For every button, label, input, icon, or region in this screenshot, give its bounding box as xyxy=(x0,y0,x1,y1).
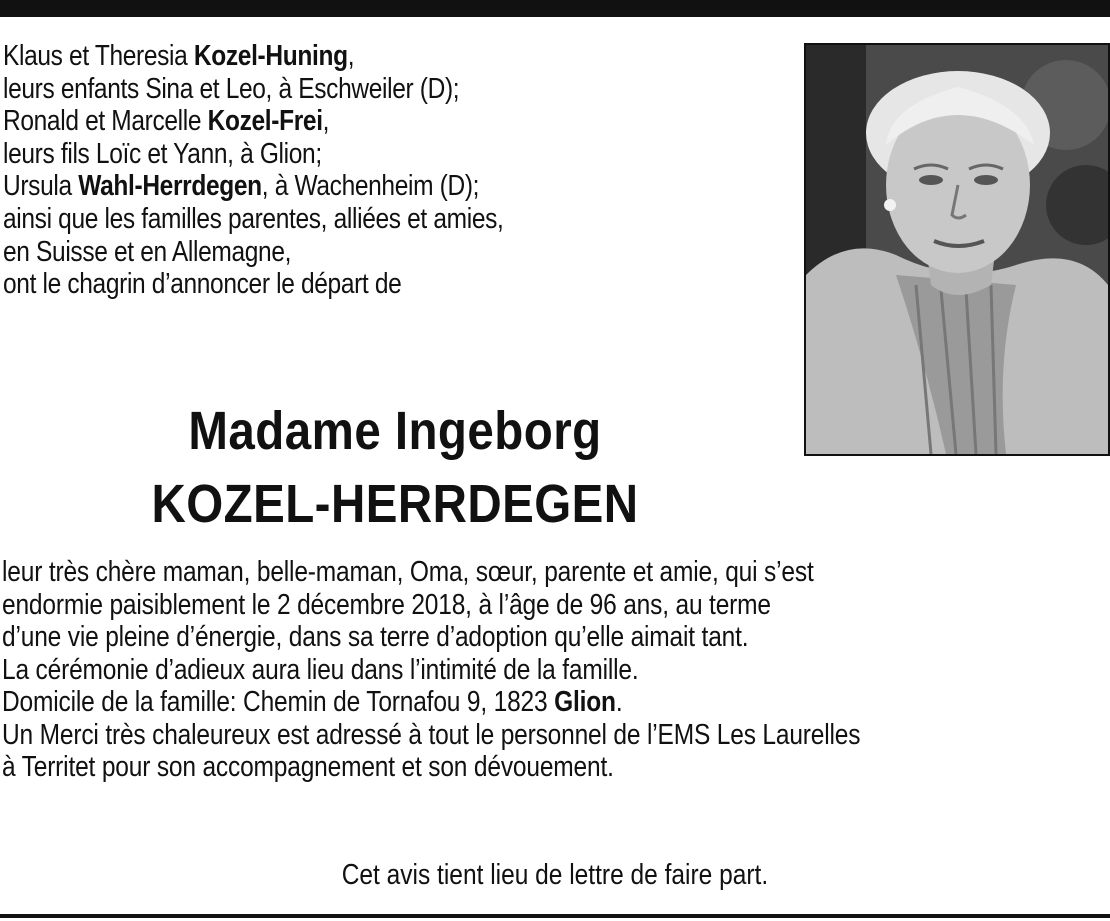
deceased-name-line1: Madame Ingeborg xyxy=(188,401,602,461)
closing-text: Cet avis tient lieu de lettre de faire part. xyxy=(341,859,769,891)
portrait-photo-icon xyxy=(804,43,1110,456)
body-line: leur très chère maman, belle-maman, Oma, sœur, parente et amie, qui s’est xyxy=(2,556,814,588)
deceased-name xyxy=(0,395,790,541)
body-line: à Territet pour son accompagnement et son dévouement. xyxy=(2,751,614,783)
bottom-rule xyxy=(0,914,1110,918)
body-line: endormie paisiblement le 2 décembre 2018, à l’âge de 96 ans, au terme xyxy=(2,588,771,621)
family-line: Ursula Wahl-Herrdegen, à Wachenheim (D); xyxy=(3,170,480,203)
family-line: ainsi que les familles parentes, alliées et amies, xyxy=(3,202,504,235)
family-line: Klaus et Theresia Kozel-Huning, xyxy=(3,40,355,72)
family-line: Ronald et Marcelle Kozel-Frei, xyxy=(3,105,330,138)
body-line: Domicile de la famille: Chemin de Tornafou 9, 1823 Glion. xyxy=(2,686,623,718)
family-line: leurs enfants Sina et Leo, à Eschweiler (D); xyxy=(3,72,460,105)
family-line: ont le chagrin d’annoncer le départ de xyxy=(3,268,402,301)
top-rule xyxy=(0,0,1110,17)
body-line: Un Merci très chaleureux est adressé à tout le personnel de l’EMS Les Laurelles xyxy=(2,718,861,751)
closing-note xyxy=(0,858,1110,892)
body-line: La cérémonie d’adieux aura lieu dans l’intimité de la famille. xyxy=(2,653,639,686)
family-list xyxy=(3,40,682,301)
body-line: d’une vie pleine d’énergie, dans sa terre d’adoption qu’elle aimait tant. xyxy=(2,621,749,653)
deceased-name-line2: KOZEL-HERRDEGEN xyxy=(151,474,639,534)
announcement-body xyxy=(2,556,1110,784)
family-line: en Suisse et en Allemagne, xyxy=(3,235,292,268)
family-line: leurs fils Loïc et Yann, à Glion; xyxy=(3,137,322,170)
